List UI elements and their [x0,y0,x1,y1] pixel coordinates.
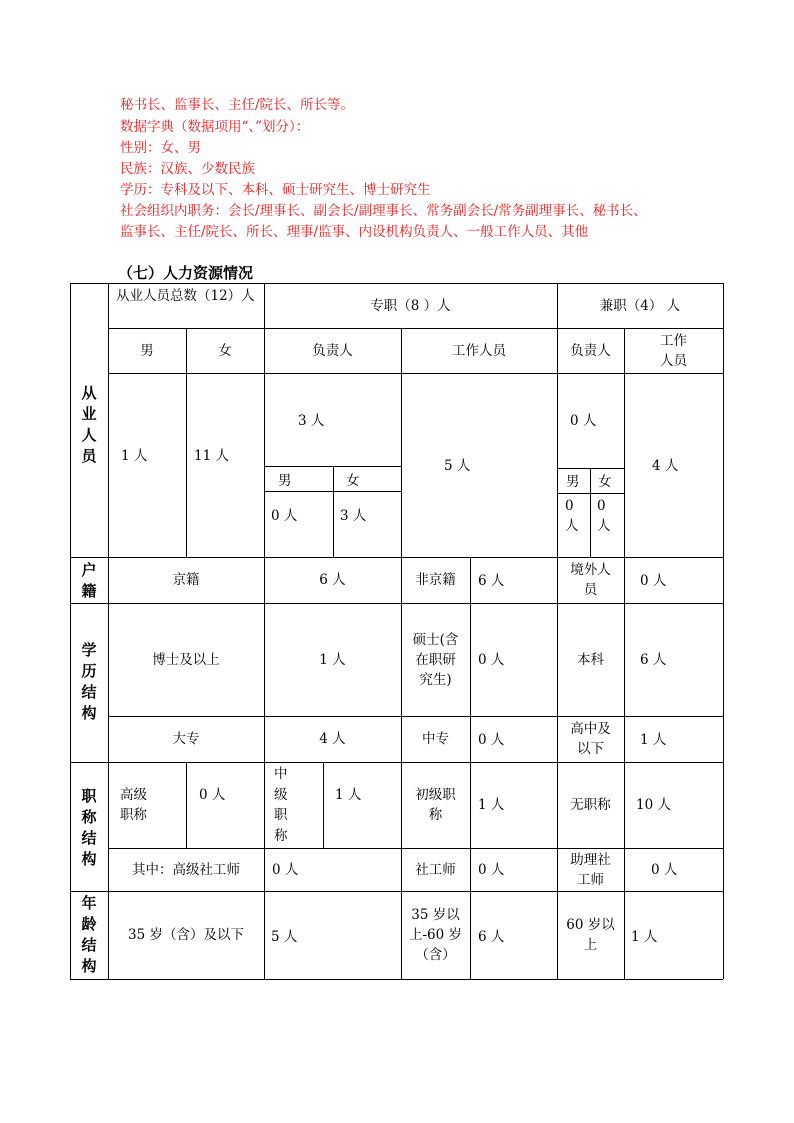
pt-worker-value: 4 人 [652,458,679,474]
sw-value: 0 人 [478,862,505,878]
note-line-2: 数据字典（数据项用“、”划分）： [120,119,310,135]
note-line-7: 监事长、主任/院长、所长、理事/监事、内设机构负责人、一般工作人员、其他 [120,224,589,240]
bachelor-value: 6 人 [640,652,667,668]
note-line-1: 秘书长、监事长、主任/院长、所长等。 [120,97,355,113]
note-line-3: 性别：女、男 [120,140,201,156]
beijing-value: 6 人 [319,572,346,588]
ft-head-male-value: 0 人 [271,508,298,524]
titles-section-label: 职 称 结 构 [81,787,97,868]
middle-title-label: 中 级 职 称 [274,766,288,844]
senior-title-value: 0 人 [199,787,226,803]
overseas-label: 境外人 员 [570,562,611,598]
pt-head-male-label: 男 [566,474,580,490]
male-value: 1 人 [121,448,148,464]
pt-head-value: 0 人 [570,413,597,429]
note-line-4: 民族：汉族、少数民族 [120,161,255,177]
junior-title-label: 初级职 称 [415,787,456,823]
college-label: 大专 [172,731,200,747]
pt-head-male-value: 0 人 [565,498,579,534]
nonbeijing-value: 6 人 [478,573,505,589]
senior-sw-label: 其中：高级社工师 [132,861,240,878]
phd-value: 1 人 [319,651,346,668]
staff-total: 从业人员总数（12）人 [116,288,255,304]
asst-sw-label: 助理社 工师 [570,851,611,888]
senior-sw-value: 0 人 [272,862,299,878]
over60-value: 1 人 [631,929,658,945]
female-header: 女 [218,342,232,359]
ft-head-female-value: 3 人 [340,508,367,524]
nonbeijing-label: 非京籍 [415,572,456,588]
note-line-6: 社会组织内职务：会长/理事长、副会长/副理事长、常务副会长/常务副理事长、秘书长、 [120,203,647,219]
ft-worker-header: 工作人员 [452,342,506,359]
staff-section-label: 从 业 人 员 [81,384,97,465]
note-line-5: 学历：专科及以下、本科、硕士研究生、博士研究生 [120,182,431,198]
ft-head-male-label: 男 [278,473,292,489]
no-title-label: 无职称 [570,797,611,813]
mid-age-value: 6 人 [478,929,505,945]
parttime-header: 兼职（4） 人 [599,297,681,314]
middle-title-value: 1 人 [335,787,362,803]
pt-worker-header: 工作 人员 [660,332,687,369]
sw-label: 社工师 [415,861,456,878]
no-title-value: 10 人 [636,797,671,813]
ft-head-value: 3 人 [298,413,325,429]
beijing-label: 京籍 [172,572,200,588]
overseas-value: 0 人 [640,573,667,589]
mid-age-label: 35 岁以 上-60 岁 （含） [408,907,463,963]
pt-head-female-value: 0 人 [597,498,611,534]
master-value: 0 人 [478,652,505,668]
ft-worker-value: 5 人 [444,458,471,474]
junior-title-value: 1 人 [478,797,505,813]
vocational-value: 0 人 [478,732,505,748]
female-value: 11 人 [194,448,229,464]
pt-head-header: 负责人 [570,342,611,359]
bachelor-label: 本科 [577,651,604,668]
highschool-label: 高中及 以下 [570,721,611,757]
under35-label: 35 岁（含）及以下 [128,927,244,943]
under35-value: 5 人 [271,929,298,945]
section-title: （七）人力资源情况 [118,264,254,282]
pt-head-female-label: 女 [598,474,612,490]
college-value: 4 人 [319,731,346,747]
master-label: 硕士(含 在职研 究生) [412,631,459,688]
huji-section-label: 户 籍 [81,561,97,600]
over60-label: 60 岁以 上 [566,917,615,953]
senior-title-label: 高级 职称 [120,787,147,823]
vocational-label: 中专 [422,731,449,747]
fulltime-header: 专职（8 ）人 [370,297,451,314]
ft-head-female-label: 女 [346,473,360,489]
phd-label: 博士及以上 [152,651,220,668]
ft-head-header: 负责人 [312,342,353,359]
education-section-label: 学 历 结 构 [81,641,97,722]
highschool-value: 1 人 [640,732,667,748]
male-header: 男 [140,342,154,359]
age-section-label: 年 龄 结 构 [81,894,97,975]
asst-sw-value: 0 人 [651,862,678,878]
